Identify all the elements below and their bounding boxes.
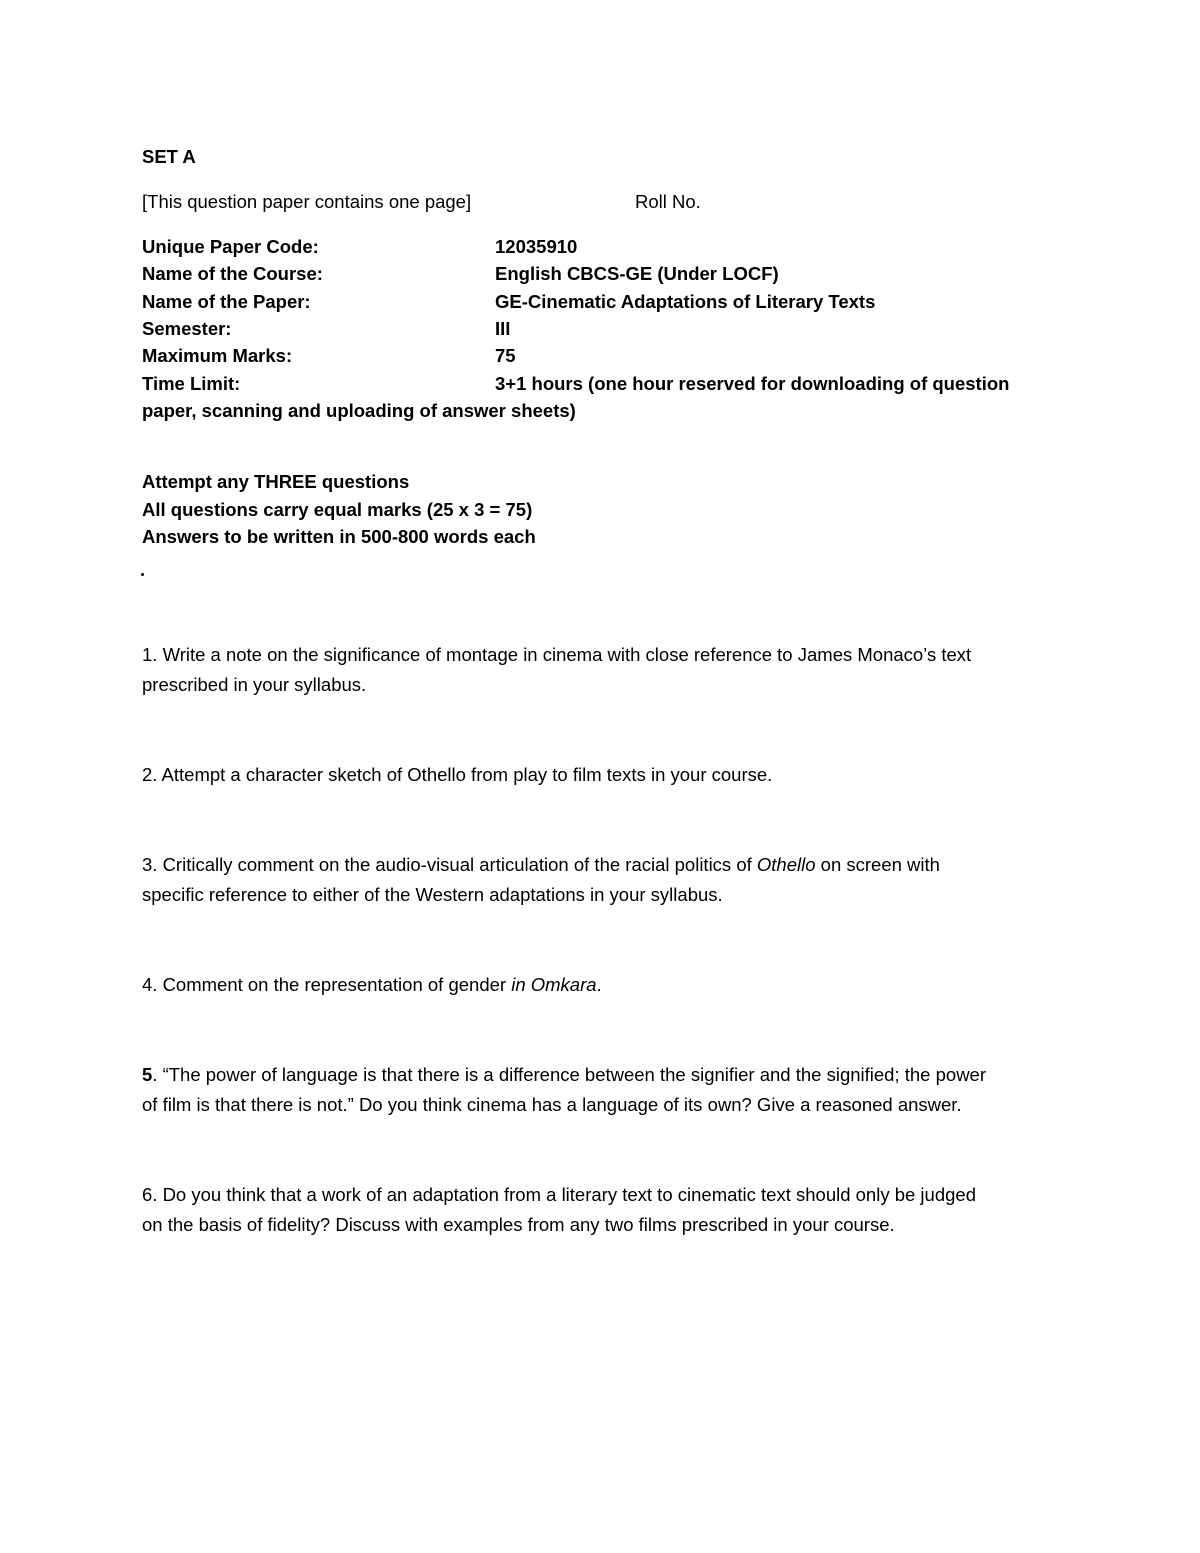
question-2: [142, 760, 1072, 790]
course-name-value: English CBCS-GE (Under LOCF): [495, 263, 779, 284]
question-4-title-omkara: in Omkara: [511, 974, 597, 995]
instruction-attempt: Attempt any THREE questions: [142, 471, 410, 492]
question-3-text-a: 3. Critically comment on the audio-visual articulation of the racial politics of: [142, 854, 757, 875]
question-4-text-b: .: [596, 974, 602, 995]
paper-code-label: Unique Paper Code:: [142, 236, 319, 257]
question-3-line-1: [142, 850, 1072, 880]
question-4: [142, 970, 1072, 1000]
set-label: SET A: [142, 146, 196, 167]
question-3-title-othello: Othello: [756, 854, 816, 875]
paper-name-label: Name of the Paper:: [142, 291, 311, 312]
time-limit-value: 3+1 hours (one hour reserved for downloading of question: [495, 373, 1010, 394]
semester-value: III: [495, 318, 511, 339]
question-1-line-2: prescribed in your syllabus.: [142, 674, 367, 695]
question-1-line-1: 1. Write a note on the significance of montage in cinema with close reference to James Monaco’s text: [142, 644, 972, 665]
instruction-marks: All questions carry equal marks (25 x 3 = 75): [142, 499, 533, 520]
paper-code-value: 12035910: [495, 236, 578, 257]
question-4-line-1: [142, 970, 1072, 1000]
question-5-line-1: [142, 1060, 1072, 1090]
question-3-text-b: on screen with: [815, 854, 940, 875]
max-marks-value: 75: [495, 345, 516, 366]
question-5-line-2: of film is that there is not.” Do you think cinema has a language of its own? Give a reasoned answer.: [142, 1094, 962, 1115]
max-marks-label: Maximum Marks:: [142, 345, 293, 366]
question-5-number: 5: [142, 1064, 153, 1085]
instruction-words: Answers to be written in 500-800 words each: [142, 526, 536, 547]
roll-no-label: Roll No.: [635, 191, 701, 212]
question-6-line-2: on the basis of fidelity? Discuss with examples from any two films prescribed in your course.: [142, 1214, 895, 1235]
stray-dot: [141, 573, 144, 576]
course-name-label: Name of the Course:: [142, 263, 323, 284]
question-5-text: . “The power of language is that there is a difference between the signifier and the signified; the power: [152, 1064, 986, 1085]
page-note: [This question paper contains one page]: [142, 191, 472, 212]
semester-label: Semester:: [142, 318, 232, 339]
time-limit-label: Time Limit:: [142, 373, 241, 394]
question-4-text-a: 4. Comment on the representation of gender: [142, 974, 512, 995]
time-limit-continuation: paper, scanning and uploading of answer sheets): [142, 400, 576, 421]
question-3-line-2: specific reference to either of the Western adaptations in your syllabus.: [142, 884, 723, 905]
question-2-line-1: 2. Attempt a character sketch of Othello from play to film texts in your course.: [142, 764, 773, 785]
paper-name-value: GE-Cinematic Adaptations of Literary Texts: [495, 291, 876, 312]
question-6-line-1: 6. Do you think that a work of an adaptation from a literary text to cinematic text should only be judged: [142, 1184, 976, 1205]
question-3: [142, 850, 1072, 910]
question-6: [142, 1180, 1072, 1240]
question-5: [142, 1060, 1072, 1120]
question-1: [142, 640, 1072, 700]
